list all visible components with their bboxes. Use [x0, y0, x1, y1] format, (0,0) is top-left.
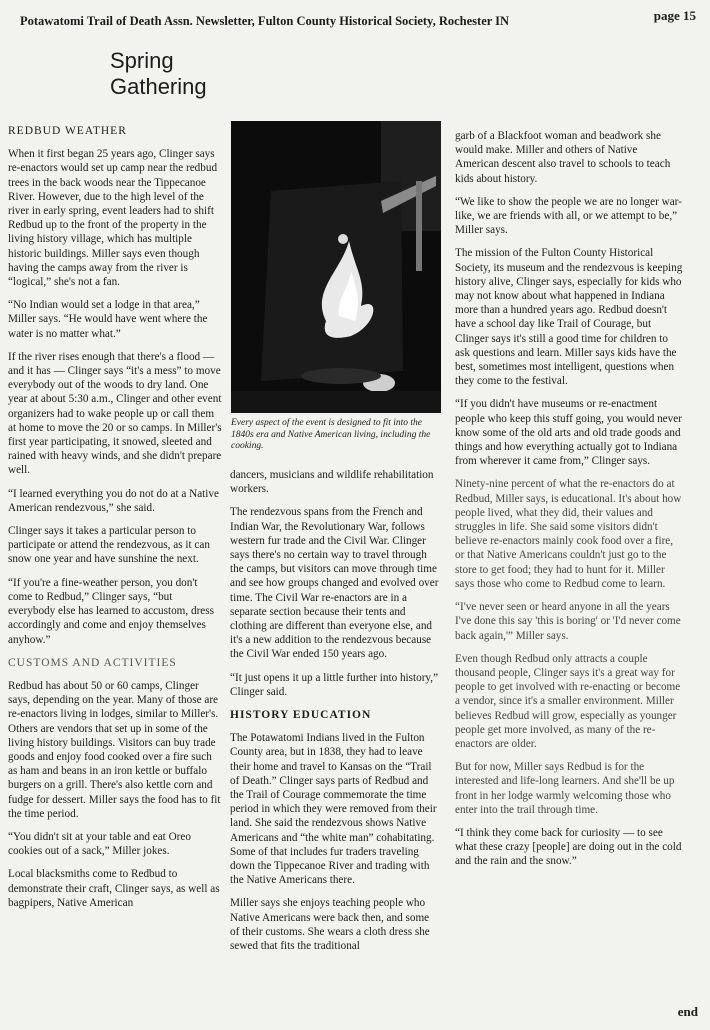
- paragraph: But for now, Miller says Redbud is for the interested and life-long learners. And she'll be up front in her lodge warmly welcoming those who enter into the trail through time.: [455, 761, 675, 816]
- paragraph: Redbud has about 50 or 60 camps, Clinger says, depending on the year. Many of those are re-enactors living in lodges, similar to Miller's. Others are vendors that set up in some of the living history buildings. Visitors can buy trade goods and enjoy food cooked over a fire such as ham and beans in an iron kettle or buffalo burgers on a grill. There's also kettle corn and fudge for dessert. Miller says the food has to fit the time period.: [8, 679, 221, 820]
- paragraph: “If you're a fine-weather person, you don't come to Redbud,” Clinger says, “but everybody else has learned to accustom, dress accordingly and come and enjoy themselves anyhow.”: [8, 576, 214, 646]
- article-column-3: [455, 129, 683, 878]
- paragraph: Even though Redbud only attracts a couple thousand people, Clinger says it's a great way for people to get involved with re-enacting or become a vendor, since it's a smaller environment. Miller believes Redbud will grow, especially as younger people get more involved, as many of the re-enactors are older.: [455, 652, 681, 750]
- section-heading-customs: CUSTOMS AND ACTIVITIES: [8, 656, 177, 669]
- campfire-cooking-image: [231, 121, 441, 413]
- paragraph: “It just opens it up a little further into history,” Clinger said.: [230, 671, 439, 698]
- paragraph: The mission of the Fulton County Historical Society, its museum and the rendezvous is keeping history alive, Clinger says, especially for kids who may not know about what happened in Indiana more than a hundred years ago. Redbud doesn't have a school day like Trail of Courage, but Clinger says it's still a good time for children to ask questions and learn. Miller says kids have the best, sometimes most intelligent, questions when they come to the festival.: [455, 247, 683, 388]
- article-column-1: [8, 122, 222, 919]
- section-heading-redbud-weather: REDBUD WEATHER: [8, 125, 127, 137]
- paragraph: If the river rises enough that there's a flood — and it has — Clinger says “it's a mess” to move everybody out of the woods to dry land. One year at about 5:30 a.m., Clinger and other event organizers had to wake people up or call them at home to move the 20 or so camps. In Miller's first year participating, it snowed, sleeted and rained with heavy winds, and she didn't prepare well.: [8, 350, 222, 477]
- article-column-2: [230, 468, 440, 962]
- headline-line-2: Gathering: [110, 74, 207, 99]
- paragraph: “If you didn't have museums or re-enactment people who keep this stuff going, you would never know some of the old arts and old trade goods and things and how everything actually got to Indiana from wherever it came from,” Clinger says.: [455, 398, 682, 468]
- paragraph: dancers, musicians and wildlife rehabilitation workers.: [230, 469, 434, 496]
- paragraph: “No Indian would set a lodge in that area,” Miller says. “He would have went where the water is no matter what.”: [8, 299, 208, 340]
- event-photo: [231, 121, 441, 413]
- article-headline: [110, 48, 207, 100]
- paragraph: When it first began 25 years ago, Clinger says re-enactors would set up camp near the redbud trees in the back woods near the Tippecanoe River. However, due to the high level of the river in early spring, event leaders had to shift Redbud up to the front of the property in the living history village, which has multiple historic buildings. Miller says even though having the camps away from the river is “logical,” she's not a fan.: [8, 148, 218, 289]
- paragraph: “I learned everything you do not do at a Native American rendezvous,” she said.: [8, 487, 219, 514]
- paragraph: Miller says she enjoys teaching people who Native Americans were back then, and some of their customs. She wears a cloth dress she sewed that fits the traditional: [230, 897, 430, 953]
- paragraph: garb of a Blackfoot woman and beadwork she would make. Miller and others of Native American descent also travel to schools to teach kids about history.: [455, 130, 671, 185]
- paragraph: “I think they come back for curiosity — to see what these crazy [people] are doing out in the cold and the rain and the snow.”: [455, 826, 682, 868]
- photo-caption: Every aspect of the event is designed to fit into the 1840s era and Native American living, including the cooking.: [231, 418, 431, 451]
- headline-line-1: Spring: [110, 48, 174, 73]
- newsletter-header: [12, 6, 700, 26]
- paragraph: “We like to show the people we are no longer war-like, we are friends with all, or we attempt to be,” Miller says.: [455, 195, 682, 237]
- paragraph: “I've never seen or heard anyone in all the years I've done this say 'this is boring' or 'I'd never come back again,'” Miller says.: [455, 601, 681, 642]
- newsletter-title: Potawatomi Trail of Death Assn. Newsletter, Fulton County Historical Society, Rochester IN: [20, 14, 510, 28]
- paragraph: Clinger says it takes a particular person to participate or attend the rendezvous, as it can snow one year and have sunshine the next.: [8, 525, 210, 566]
- end-mark: end: [677, 1004, 698, 1019]
- section-heading-history: HISTORY EDUCATION: [230, 709, 372, 722]
- page-number: page 15: [653, 8, 696, 23]
- paragraph: The Potawatomi Indians lived in the Fulton County area, but in 1838, they had to leave their home and travel to Kansas on the “Trail of Death.” Clinger says parts of Redbud and the Trail of Courage commemorate the time period in which they were removed from their land. She said the rendezvous shows Native Americans and “the white man” cohabitating. Some of that includes fur traders traveling down the Tippecanoe River and trading with the Native Americans there.: [230, 732, 437, 887]
- paragraph: Local blacksmiths come to Redbud to demonstrate their craft, Clinger says, as well as bagpipers, Native American: [8, 868, 220, 909]
- paragraph: “You didn't sit at your table and eat Oreo cookies out of a sack,” Miller jokes.: [8, 830, 191, 858]
- paragraph: Ninety-nine percent of what the re-enactors do at Redbud, Miller says, is educational. It's about how people lived, what they did, their values and struggles in life. She said some visitors didn't believe re-enactors mainly cook food over a fire, or that Native Americans couldn't just go to the store to get food; they had to hunt for it. Miller says those who come to Redbud come to learn.: [455, 478, 682, 590]
- paragraph: The rendezvous spans from the French and Indian War, the Revolutionary War, follows western fur trade and the Civil War. Clinger says there's no certain way to travel through the camps, but visitors can move through time and see how groups changed and evolved over time. The Civil War re-enactors are in a separate section because their tents and clothing are different than everyone else, and it's a new addition to the rendezvous because the Civil War ended 150 years ago.: [230, 506, 439, 661]
